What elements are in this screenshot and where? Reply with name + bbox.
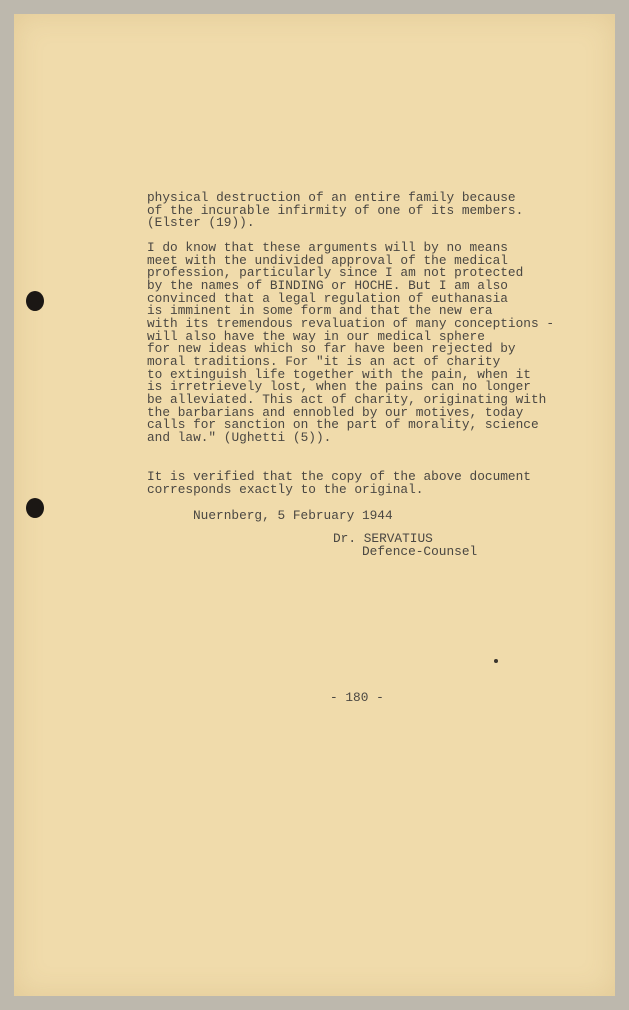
text-line: by the names of BINDING or HOCHE. But I am also <box>147 277 508 293</box>
text-line: (Elster (19)). <box>147 215 255 231</box>
text-line: and law." (Ughetti (5)). <box>147 429 332 445</box>
text-line: is imminent in some form and that the new era <box>147 303 493 319</box>
text-line: with its tremendous revaluation of many conceptions - <box>147 315 555 331</box>
punch-hole <box>26 291 44 311</box>
paragraph-elster <box>147 192 523 230</box>
ink-speck <box>494 659 498 663</box>
document-page <box>14 14 615 996</box>
text-line: convinced that a legal regulation of euthanasia <box>147 290 508 306</box>
text-line: the barbarians and ennobled by our motives, today <box>147 404 524 420</box>
text-line: moral traditions. For "it is an act of charity <box>147 353 501 369</box>
text-line: be alleviated. This act of charity, originating with <box>147 391 547 407</box>
text-line: profession, particularly since I am not protected <box>147 265 524 281</box>
paragraph-arguments <box>147 242 554 445</box>
text-line: of the incurable infirmity of one of its members. <box>147 202 524 218</box>
text-line: is irretrievely lost, when the pains can no longer <box>147 379 531 395</box>
signature-title: Defence-Counsel <box>362 544 478 559</box>
page-number: - 180 - <box>330 690 384 705</box>
text-line: for new ideas which so far have been rejected by <box>147 341 516 357</box>
text-line: meet with the undivided approval of the medical <box>147 252 508 268</box>
text-line: It is verified that the copy of the above document <box>147 469 531 484</box>
punch-hole <box>26 498 44 518</box>
text-line: I do know that these arguments will by no means <box>147 240 508 255</box>
place-date: Nuernberg, 5 February 1944 <box>193 508 393 523</box>
text-line: to extinguish life together with the pain, when it <box>147 366 531 382</box>
certification <box>147 471 531 496</box>
text-line: will also have the way in our medical sphere <box>147 328 485 344</box>
signature-name: Dr. SERVATIUS <box>333 531 433 546</box>
text-line: physical destruction of an entire family because <box>147 190 516 205</box>
text-line: calls for sanction on the part of morality, science <box>147 417 539 433</box>
text-line: corresponds exactly to the original. <box>147 481 424 497</box>
